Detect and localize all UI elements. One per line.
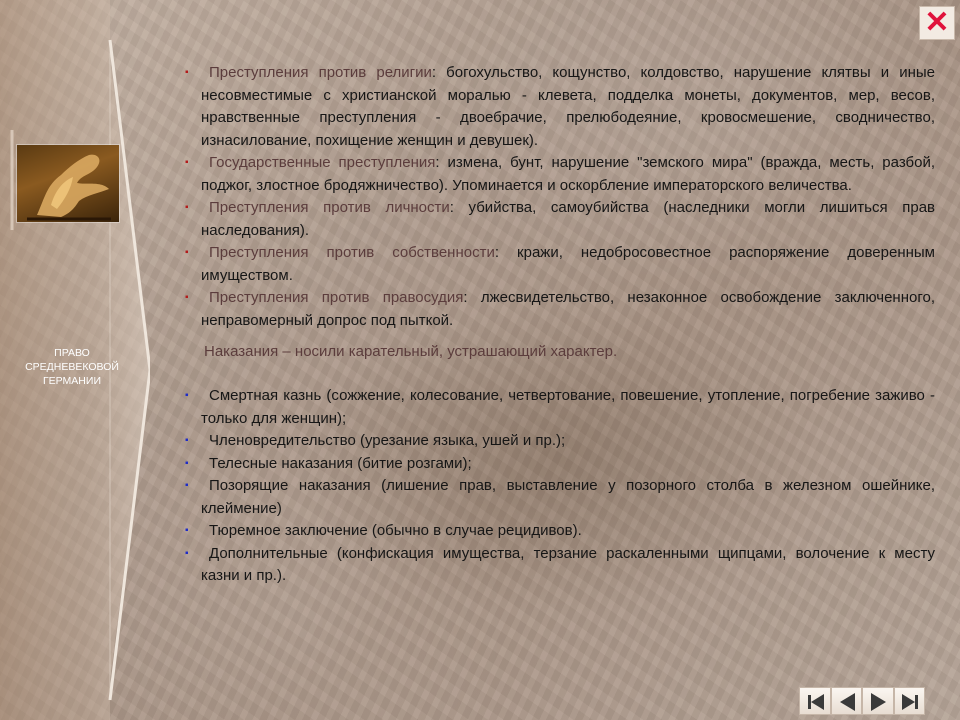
previous-slide-button[interactable] bbox=[831, 687, 863, 715]
section-title: ПРАВО СРЕДНЕВЕКОВОЙ ГЕРМАНИИ bbox=[25, 347, 119, 387]
bullet-marker: ▪ bbox=[185, 480, 189, 491]
bullet-marker: ▪ bbox=[185, 157, 189, 168]
bullet-marker: ▪ bbox=[185, 247, 189, 258]
crime-item-justice bbox=[175, 287, 935, 332]
punishment-item bbox=[175, 453, 935, 476]
punishment-text: Тюремное заключение (обычно в случае рецидивов). bbox=[209, 522, 582, 539]
punishment-item bbox=[175, 430, 935, 453]
sculpture-image bbox=[17, 145, 119, 222]
crime-item-property bbox=[175, 242, 935, 287]
bullet-marker: ▪ bbox=[185, 547, 189, 559]
punishment-text: Телесные наказания (битие розгами); bbox=[209, 454, 472, 472]
punishment-item bbox=[175, 475, 935, 520]
crime-category: Преступления против личности bbox=[209, 199, 450, 216]
punishment-text: Дополнительные (конфискация имущества, терзание раскаленными щипцами, волочение к месту казни и пр.). bbox=[201, 544, 935, 584]
bullet-marker: ▪ bbox=[185, 292, 189, 303]
bullet-marker: ▪ bbox=[185, 457, 189, 469]
crime-item-religion bbox=[175, 62, 935, 152]
bullet-marker: ▪ bbox=[185, 525, 189, 536]
punishment-item bbox=[175, 385, 935, 430]
first-slide-button[interactable] bbox=[799, 687, 831, 715]
punishment-item bbox=[175, 520, 935, 543]
crime-category: Государственные преступления bbox=[209, 154, 436, 171]
crime-item-person bbox=[175, 197, 935, 242]
bullet-marker: ▪ bbox=[185, 390, 189, 401]
punishment-item bbox=[175, 543, 935, 588]
crime-category: Преступления против собственности bbox=[209, 244, 495, 261]
skip-to-last-icon[interactable] bbox=[895, 688, 926, 716]
last-slide-button[interactable] bbox=[894, 687, 926, 715]
next-icon[interactable] bbox=[863, 688, 894, 716]
crime-description: : лжесвидетельство, незаконное освобождение заключенного, неправомерный допрос под пыткой. bbox=[201, 289, 935, 329]
close-icon[interactable]: ✕ bbox=[924, 6, 950, 39]
bullet-marker: ▪ bbox=[185, 67, 189, 78]
crime-description: : кражи, недобросовестное распоряжение доверенным имуществом. bbox=[201, 244, 935, 284]
crime-category: Преступления против правосудия bbox=[209, 289, 464, 306]
crime-item-state bbox=[175, 152, 935, 197]
slide-content bbox=[175, 62, 935, 588]
punishments-heading: Наказания – носили карательный, устрашающий характер. bbox=[204, 343, 618, 360]
bullet-marker: ▪ bbox=[185, 202, 189, 213]
previous-icon[interactable] bbox=[832, 688, 863, 716]
slide-navigation bbox=[799, 687, 925, 715]
punishment-text: Членовредительство (урезание языка, ушей и пр.); bbox=[209, 432, 566, 449]
bullet-marker: ▪ bbox=[185, 435, 189, 446]
skip-to-first-icon[interactable] bbox=[800, 688, 831, 716]
sidebar-panel bbox=[0, 0, 150, 720]
crime-category: Преступления против религии bbox=[209, 64, 432, 81]
punishment-text: Смертная казнь (сожжение, колесование, четвертование, повешение, утопление, погребение заживо - только для женщин); bbox=[201, 387, 935, 427]
punishment-text: Позорящие наказания (лишение прав, выставление у позорного столба в железном ошейнике, клеймение) bbox=[201, 477, 935, 517]
close-button[interactable] bbox=[919, 6, 955, 40]
crime-description: : измена, бунт, нарушение "земского мира" (вражда, месть, разбой, поджог, злостное бродяжничество). Упоминается и оскорбление императорского величества. bbox=[201, 154, 936, 194]
crime-description: : богохульство, кощунство, колдовство, нарушение клятвы и иные несовместимые с христианской моралью - клевета, подделка монеты, документов, мер, весов, нравственные преступления - двоебрачие, прелюбодеяние, кровосмешение, сводничество, изнасилование, похищение женщин и девушек). bbox=[201, 64, 935, 149]
crime-description: : убийства, самоубийства (наследники могли лишиться прав наследования). bbox=[201, 199, 935, 239]
next-slide-button[interactable] bbox=[862, 687, 894, 715]
